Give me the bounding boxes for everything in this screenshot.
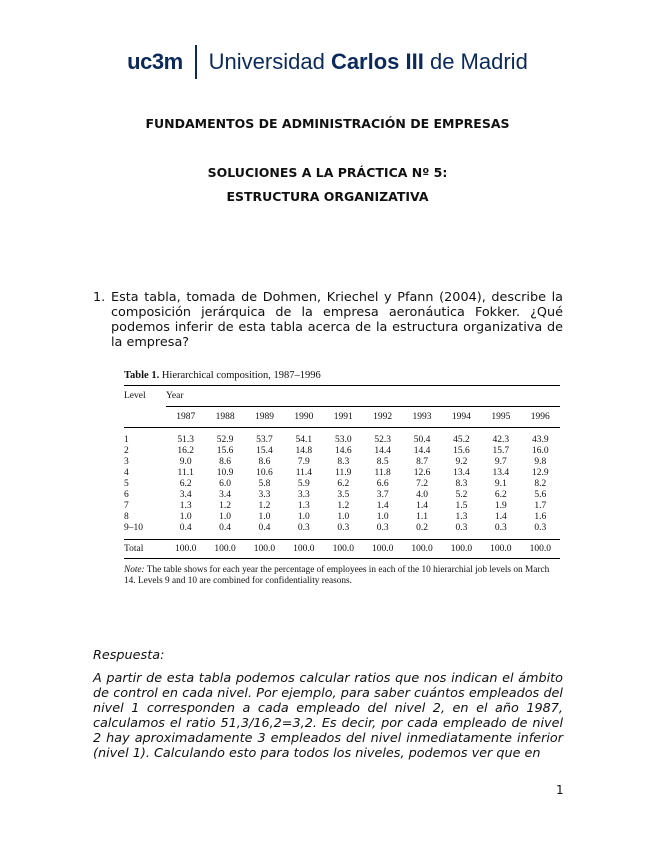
value-cell: 8.6 [258, 456, 271, 467]
value-cell: 11.8 [374, 467, 391, 478]
value-cell: 14.4 [413, 445, 431, 456]
level-cell: 3 [124, 456, 129, 467]
value-cell: 8.6 [219, 456, 232, 467]
value-cell: 0.3 [376, 522, 389, 533]
year-cell: 1987 [166, 407, 205, 428]
table-row [124, 445, 560, 456]
page-number: 1 [556, 783, 564, 797]
total-cell: 100.0 [442, 540, 481, 559]
value-cell: 13.4 [453, 467, 470, 478]
value-cell: 1.0 [376, 511, 389, 522]
response-label: Respuesta: [93, 648, 165, 663]
value-cell: 3.4 [219, 489, 232, 500]
value-cell: 5.2 [455, 489, 468, 500]
table-row [124, 511, 560, 522]
year-header: Year [166, 391, 184, 401]
table-row [124, 456, 560, 467]
hierarchy-table-figure [124, 370, 560, 587]
value-cell: 1.9 [494, 500, 507, 511]
question-text: Esta tabla, tomada de Dohmen, Kriechel y Pfann (2004), describe la composición jerárquica de la empresa aeronáutica Fokker. ¿Qué podemos inferir de esta tabla acerca de la estructura organizativa de la empresa? [111, 290, 563, 350]
years-row-spacer [124, 407, 166, 428]
value-cell: 1.4 [376, 500, 389, 511]
total-cell: 100.0 [402, 540, 441, 559]
total-cell: 100.0 [521, 540, 560, 559]
value-cell: 7.9 [297, 456, 310, 467]
total-cell: 100.0 [363, 540, 402, 559]
value-cell: 50.4 [413, 434, 431, 445]
value-cell: 1.7 [534, 500, 547, 511]
value-cell: 15.6 [453, 445, 470, 456]
value-cell: 1.6 [534, 511, 547, 522]
value-cell: 1.5 [455, 500, 468, 511]
value-cell: 8.7 [416, 456, 428, 467]
year-cell: 1996 [521, 407, 560, 428]
table-header-row [124, 386, 560, 407]
value-cell: 3.4 [179, 489, 192, 500]
year-cell: 1994 [442, 407, 481, 428]
logo-prefix: Universidad [208, 49, 331, 74]
value-cell: 52.9 [216, 434, 234, 445]
level-cell: 1 [124, 434, 129, 445]
value-cell: 9.8 [534, 456, 547, 467]
value-cell: 16.2 [177, 445, 194, 456]
value-cell: 0.2 [416, 522, 428, 533]
value-cell: 9.0 [179, 456, 192, 467]
year-cell: 1991 [324, 407, 363, 428]
table-row [124, 522, 560, 533]
question-1 [93, 290, 563, 350]
value-cell: 8.3 [337, 456, 350, 467]
year-cell: 1993 [402, 407, 441, 428]
value-cell: 12.6 [413, 467, 431, 478]
table-caption [124, 370, 560, 381]
value-cell: 1.2 [219, 500, 232, 511]
value-cell: 1.0 [219, 511, 232, 522]
value-cell: 1.4 [416, 500, 428, 511]
level-cell: 7 [124, 500, 129, 511]
value-cell: 8.3 [455, 478, 468, 489]
logo-short: uc3m [127, 49, 183, 74]
university-logo [0, 40, 655, 84]
total-cell: 100.0 [324, 540, 363, 559]
year-cell: 1995 [481, 407, 520, 428]
value-cell: 15.4 [256, 445, 273, 456]
value-cell: 11.4 [295, 467, 312, 478]
year-cell: 1990 [284, 407, 323, 428]
level-cell: 9–10 [124, 522, 143, 533]
value-cell: 1.2 [337, 500, 350, 511]
value-cell: 5.8 [258, 478, 271, 489]
value-cell: 5.6 [534, 489, 547, 500]
value-cell: 3.7 [376, 489, 389, 500]
value-cell: 8.2 [534, 478, 547, 489]
value-cell: 53.7 [256, 434, 273, 445]
value-cell: 9.2 [455, 456, 468, 467]
value-cell: 1.0 [258, 511, 271, 522]
value-cell: 6.2 [494, 489, 507, 500]
logo-divider [195, 45, 197, 79]
level-cell: 4 [124, 467, 129, 478]
value-cell: 14.4 [374, 445, 391, 456]
value-cell: 1.1 [416, 511, 428, 522]
value-cell: 54.1 [295, 434, 313, 445]
value-cell: 4.0 [416, 489, 428, 500]
value-cell: 51.3 [177, 434, 194, 445]
value-cell: 0.3 [534, 522, 547, 533]
value-cell: 14.8 [295, 445, 313, 456]
value-cell: 0.3 [297, 522, 310, 533]
value-cell: 1.0 [179, 511, 192, 522]
table-row [124, 434, 560, 445]
table-caption-text: Hierarchical composition, 1987–1996 [159, 370, 321, 381]
value-cell: 15.7 [492, 445, 510, 456]
logo-university-name [209, 49, 528, 75]
value-cell: 0.3 [337, 522, 350, 533]
value-cell: 9.7 [494, 456, 507, 467]
total-cell: 100.0 [245, 540, 284, 559]
level-cell: 6 [124, 489, 129, 500]
value-cell: 6.2 [337, 478, 350, 489]
value-cell: 0.3 [455, 522, 468, 533]
table-row [124, 478, 560, 489]
value-cell: 45.2 [453, 434, 470, 445]
value-cell: 53.0 [334, 434, 352, 445]
value-cell: 7.2 [416, 478, 428, 489]
total-row [124, 540, 560, 559]
value-cell: 13.4 [492, 467, 510, 478]
table-row [124, 467, 560, 478]
value-cell: 42.3 [492, 434, 510, 445]
value-cell: 3.3 [258, 489, 271, 500]
level-cell: 8 [124, 511, 129, 522]
value-cell: 1.4 [494, 511, 507, 522]
table-note-label: Note: [124, 565, 145, 575]
level-cell: 5 [124, 478, 129, 489]
year-cell: 1992 [363, 407, 402, 428]
topic-title: ESTRUCTURA ORGANIZATIVA [226, 189, 429, 204]
level-cell: 2 [124, 445, 129, 456]
value-cell: 10.6 [256, 467, 273, 478]
years-row [124, 407, 560, 428]
value-cell: 14.6 [334, 445, 352, 456]
value-cell: 1.0 [297, 511, 310, 522]
total-cell: 100.0 [481, 540, 520, 559]
value-cell: 12.9 [531, 467, 549, 478]
total-label: Total [124, 540, 166, 559]
value-cell: 0.4 [258, 522, 271, 533]
value-cell: 6.6 [376, 478, 389, 489]
value-cell: 0.3 [494, 522, 507, 533]
value-cell: 9.1 [494, 478, 507, 489]
value-cell: 5.9 [297, 478, 310, 489]
practice-title: SOLUCIONES A LA PRÁCTICA Nº 5: [207, 165, 448, 180]
value-cell: 10.9 [216, 467, 234, 478]
value-cell: 1.3 [179, 500, 192, 511]
value-cell: 11.1 [177, 467, 194, 478]
value-cell: 11.9 [335, 467, 352, 478]
value-cell: 16.0 [531, 445, 549, 456]
table-row [124, 500, 560, 511]
value-cell: 52.3 [374, 434, 391, 445]
value-cell: 15.6 [216, 445, 234, 456]
value-cell: 1.2 [258, 500, 271, 511]
level-header: Level [124, 391, 146, 402]
course-title: FUNDAMENTOS DE ADMINISTRACIÓN DE EMPRESAS [145, 116, 510, 131]
response-text: A partir de esta tabla podemos calcular ratios que nos indican el ámbito de control en cada nivel. Por ejemplo, para saber cuántos empleados del nivel 1 corresponden a cada empleado del nivel 2, en el año 1987, calculamos el ratio 51,3/16,2=3,2. Es decir, por cada empleado de nivel 2 hay aproximadamente 3 empleados del nivel inmediatamente inferior (nivel 1). Calculando esto para todos los niveles, podemos ver que en [93, 671, 563, 761]
table-caption-label: Table 1. [124, 370, 160, 381]
table-row [124, 489, 560, 500]
year-cell: 1988 [205, 407, 244, 428]
total-cell: 100.0 [166, 540, 205, 559]
value-cell: 3.5 [337, 489, 350, 500]
question-number: 1. [93, 290, 106, 305]
table-bottom-rule [124, 558, 560, 559]
table-note [124, 565, 560, 587]
year-cell: 1989 [245, 407, 284, 428]
value-cell: 6.2 [179, 478, 192, 489]
table-note-text: The table shows for each year the percentage of employees in each of the 10 hierarchial job levels on March 14. Levels 9 and 10 are combined for confidentiality reasons. [124, 565, 550, 586]
value-cell: 1.3 [455, 511, 468, 522]
value-cell: 6.0 [219, 478, 232, 489]
value-cell: 1.3 [297, 500, 310, 511]
logo-bold: Carlos III [330, 49, 424, 74]
total-cell: 100.0 [205, 540, 244, 559]
value-cell: 0.4 [219, 522, 232, 533]
value-cell: 8.5 [376, 456, 389, 467]
total-cell: 100.0 [284, 540, 323, 559]
value-cell: 43.9 [531, 434, 549, 445]
value-cell: 1.0 [337, 511, 350, 522]
hierarchy-table [124, 386, 560, 558]
value-cell: 3.3 [297, 489, 310, 500]
value-cell: 0.4 [179, 522, 192, 533]
logo-suffix: de Madrid [423, 49, 528, 74]
